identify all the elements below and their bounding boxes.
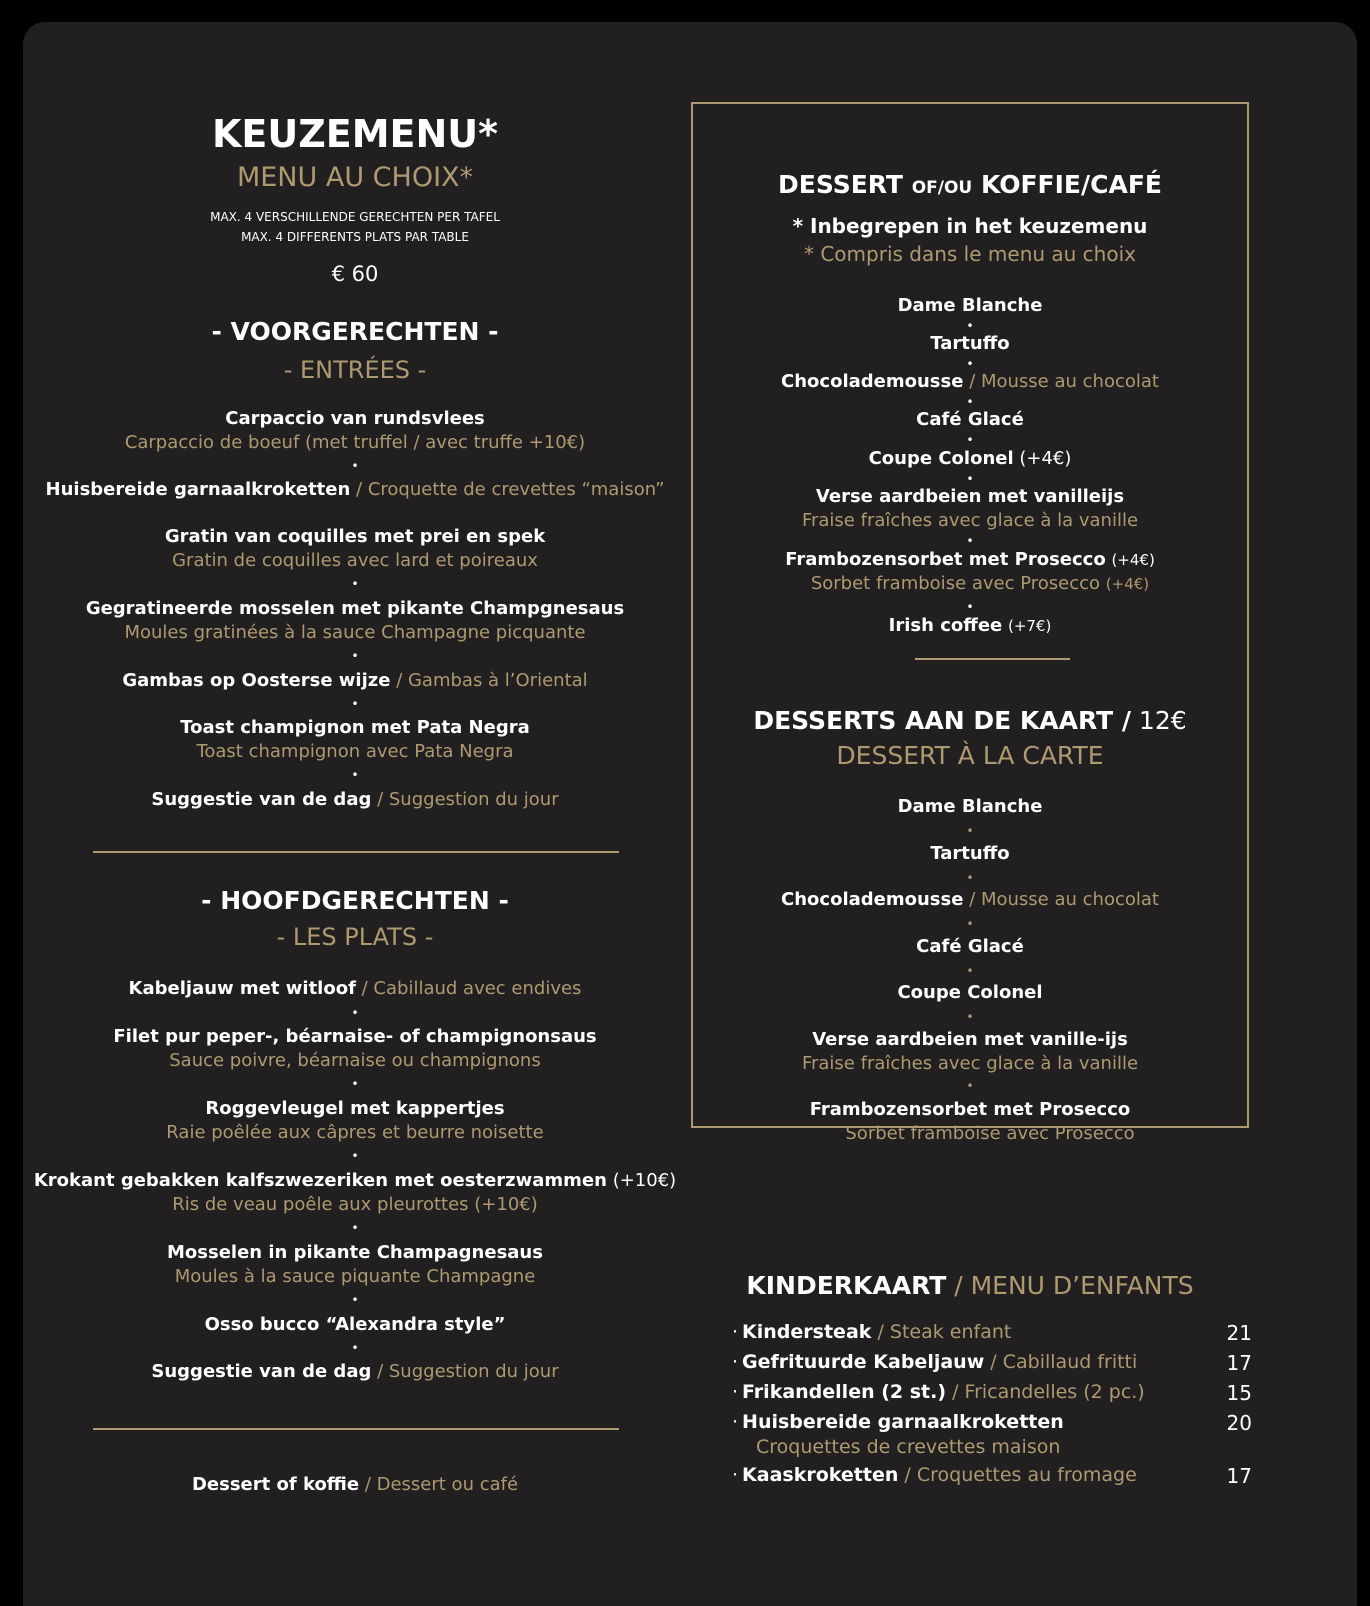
dessert-item: Dame Blanche (897, 796, 1043, 817)
keuzemenu-subtitle: MENU AU CHOIX* (236, 162, 474, 193)
separator-dot: • (351, 459, 359, 473)
dessert-of-koffie: Dessert of koffie / Dessert ou café (191, 1474, 519, 1495)
dessert-item: Tartuffo (930, 843, 1010, 864)
dessert-item-fr: Fraise fraîches avec glace à la vanille (801, 1053, 1139, 1074)
dessert-item: Café Glacé (916, 936, 1024, 957)
menu-item-fr: Moules gratinées à la sauce Champagne picquante (124, 622, 586, 643)
kids-row: · Kaaskroketten / Croquettes au fromage 17 (732, 1464, 1252, 1488)
menu-item: Carpaccio van rundsvlees (225, 408, 485, 429)
menu-item: Osso bucco “Alexandra style” (204, 1314, 506, 1335)
separator-dot: • (351, 1149, 359, 1163)
dessert-item: Irish coffee (+7€) (888, 615, 1052, 636)
separator-dot: • (966, 964, 974, 978)
menu-item: Krokant gebakken kalfszwezeriken met oesterzwammen (+10€) (33, 1170, 677, 1191)
menu-item-fr: Carpaccio de boeuf (met truffel / avec truffe +10€) (124, 432, 586, 453)
voorgerechten-title: - VOORGERECHTEN - (211, 317, 499, 346)
separator-dot: • (351, 649, 359, 663)
separator-dot: • (966, 1079, 974, 1093)
voorgerechten-subtitle: - ENTRÉES - (283, 356, 427, 384)
dessert-item: Coupe Colonel (897, 982, 1043, 1003)
dessert-item: Chocolademousse / Mousse au chocolat (781, 889, 1159, 910)
menu-item: Suggestie van de dag / Suggestion du jour (151, 789, 559, 810)
dessert-item: Café Glacé (916, 409, 1024, 430)
desserts-kaart-title: DESSERTS AAN DE KAART / 12€ (753, 706, 1187, 735)
separator-dot: • (966, 357, 974, 371)
separator-dot: • (966, 871, 974, 885)
separator-dot: • (351, 1341, 359, 1355)
section-divider (93, 851, 619, 853)
hoofdgerechten-title: - HOOFDGERECHTEN - (201, 886, 509, 915)
separator-dot: • (966, 600, 974, 614)
separator-dot: • (966, 319, 974, 333)
kids-row: · Kindersteak / Steak enfant 21 (732, 1321, 1252, 1345)
price: 17 (1226, 1351, 1252, 1375)
menu-item: Mosselen in pikante Champagnesaus (167, 1242, 543, 1263)
separator-dot: • (351, 768, 359, 782)
price: 20 (1226, 1411, 1252, 1435)
menu-item: Filet pur peper-, béarnaise- of champignonsaus (113, 1026, 597, 1047)
separator-dot: • (966, 395, 974, 409)
menu-item-fr: Toast champignon avec Pata Negra (196, 741, 514, 762)
dessert-item: Frambozensorbet met Prosecco (809, 1099, 1131, 1120)
dessert-koffie-title: DESSERT OF/OU KOFFIE/CAFÉ (778, 170, 1162, 199)
kids-row: · Huisbereide garnaalkroketten 20 (732, 1411, 1252, 1435)
menu-item-fr: Sauce poivre, béarnaise ou champignons (169, 1050, 541, 1071)
separator-dot: • (966, 917, 974, 931)
dessert-item: Verse aardbeien met vanilleijs (815, 486, 1125, 507)
dessert-item: Chocolademousse / Mousse au chocolat (781, 371, 1159, 392)
separator-dot: • (351, 1077, 359, 1091)
dessert-item: Frambozensorbet met Prosecco (+4€) (785, 549, 1155, 570)
dessert-item-fr: Sorbet framboise avec Prosecco (+4€) (810, 573, 1150, 594)
included-nl: * Inbegrepen in het keuzemenu (792, 214, 1148, 238)
menu-item: Gegratineerde mosselen met pikante Champgnesaus (85, 598, 625, 619)
kids-row: · Frikandellen (2 st.) / Fricandelles (2 pc.) 15 (732, 1381, 1252, 1405)
menu-item: Roggevleugel met kappertjes (205, 1098, 505, 1119)
section-divider (915, 658, 1070, 660)
kinderkaart-title: KINDERKAART / MENU D’ENFANTS (746, 1271, 1194, 1300)
dessert-item: Coupe Colonel (+4€) (868, 448, 1072, 469)
separator-dot: • (966, 824, 974, 838)
section-divider (93, 1428, 619, 1430)
menu-price: € 60 (331, 262, 379, 286)
separator-dot: • (351, 1293, 359, 1307)
menu-item: Gambas op Oosterse wijze / Gambas à l’Oriental (122, 670, 588, 691)
separator-dot: • (351, 577, 359, 591)
note-nl: MAX. 4 VERSCHILLENDE GERECHTEN PER TAFEL (210, 210, 500, 224)
separator-dot: • (966, 534, 974, 548)
desserts-kaart-subtitle: DESSERT À LA CARTE (836, 741, 1104, 770)
hoofdgerechten-subtitle: - LES PLATS - (276, 923, 434, 951)
menu-item: Huisbereide garnaalkroketten / Croquette de crevettes “maison” (45, 479, 665, 500)
price: 15 (1226, 1381, 1252, 1405)
menu-item: Kabeljauw met witloof / Cabillaud avec endives (128, 978, 582, 999)
separator-dot: • (351, 1221, 359, 1235)
menu-item-fr: Moules à la sauce piquante Champagne (174, 1266, 536, 1287)
dessert-item-fr: Sorbet framboise avec Prosecco (845, 1123, 1135, 1144)
dessert-item: Dame Blanche (897, 295, 1043, 316)
price: 17 (1226, 1464, 1252, 1488)
separator-dot: • (966, 1010, 974, 1024)
separator-dot: • (351, 697, 359, 711)
separator-dot: • (966, 433, 974, 447)
dessert-item: Verse aardbeien met vanille-ijs (812, 1029, 1128, 1050)
keuzemenu-title: KEUZEMENU* (211, 112, 499, 156)
included-fr: * Compris dans le menu au choix (803, 242, 1136, 266)
dessert-item-fr: Fraise fraîches avec glace à la vanille (801, 510, 1139, 531)
separator-dot: • (966, 472, 974, 486)
dessert-item: Tartuffo (930, 333, 1010, 354)
menu-item: Gratin van coquilles met prei en spek (164, 526, 546, 547)
kids-row: · Gefrituurde Kabeljauw / Cabillaud fritti 17 (732, 1351, 1252, 1375)
kids-row-fr: Croquettes de crevettes maison (756, 1436, 1061, 1458)
price: 21 (1226, 1321, 1252, 1345)
menu-item-fr: Raie poêlée aux câpres et beurre noisette (166, 1122, 544, 1143)
note-fr: MAX. 4 DIFFERENTS PLATS PAR TABLE (241, 230, 469, 244)
menu-item-fr: Ris de veau poêle aux pleurottes (+10€) (172, 1194, 538, 1215)
menu-item: Toast champignon met Pata Negra (180, 717, 530, 738)
menu-item: Suggestie van de dag / Suggestion du jour (151, 1361, 559, 1382)
separator-dot: • (351, 1006, 359, 1020)
menu-item-fr: Gratin de coquilles avec lard et poireaux (172, 550, 538, 571)
